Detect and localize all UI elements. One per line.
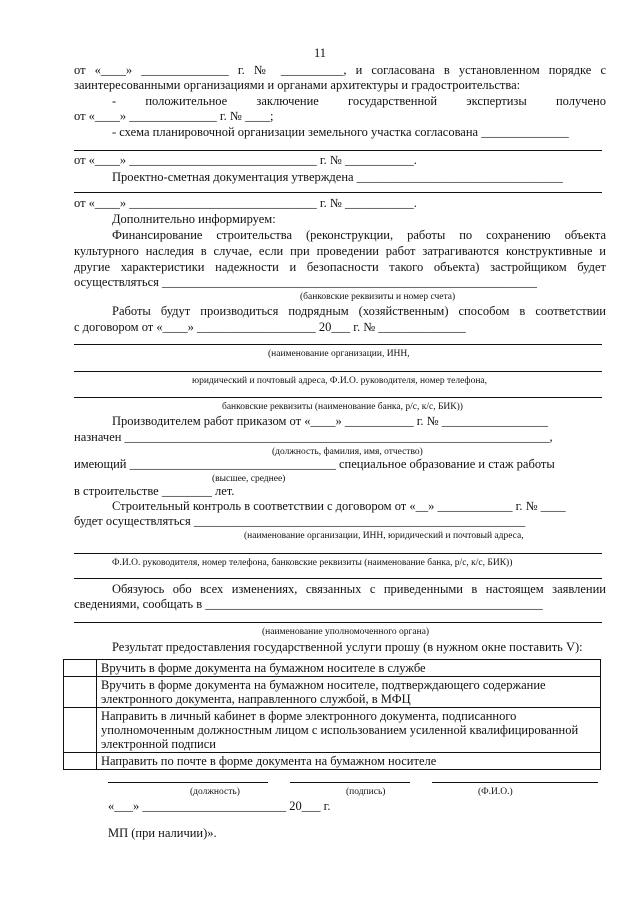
blank-line	[74, 578, 602, 579]
blank-line	[74, 371, 602, 372]
option-label: Направить по почте в форме документа на бумажном носителе	[97, 753, 601, 770]
construction-control-line: Строительный контроль в соответствии с договором от «__» ____________ г. № ____	[112, 499, 566, 513]
position-signature-line	[108, 782, 268, 783]
option-row[interactable]	[64, 677, 601, 708]
caption-position: (должность)	[190, 787, 240, 797]
blank-line	[74, 344, 602, 345]
result-request-line: Результат предоставления государственной услуги прошу (в нужном окне поставить V):	[112, 640, 583, 654]
expertise-date-line: от «____» ______________ г. № ____;	[74, 109, 274, 123]
caption-full-name: (Ф.И.О.)	[478, 787, 513, 797]
coordination-line: заинтересованными организациями и органами архитектуры и градостроительства:	[74, 78, 521, 92]
financing-paragraph-line3: другие характеристики надежности и безопасности такого объекта) застройщиком будет	[74, 260, 606, 274]
appointed-line: назначен ____________________________________________________________________,	[74, 430, 553, 444]
additional-info-heading: Дополнительно информируем:	[112, 212, 276, 226]
option-checkbox[interactable]	[64, 708, 97, 753]
caption-control-head: Ф.И.О. руководителя, номер телефона, банковские реквизиты (наименование банка, р/с, к/с, БИК))	[112, 558, 513, 568]
expertise-line: - положительное заключение государственной экспертизы получено	[112, 94, 606, 108]
blank-line	[74, 553, 602, 554]
blank-line	[74, 192, 602, 193]
obligation-line1: Обязуюсь обо всех изменениях, связанных с приведенными в настоящем заявлении	[112, 582, 606, 596]
option-label: Вручить в форме документа на бумажном носителе в службе	[97, 660, 601, 677]
design-approval-line: Проектно-сметная документация утверждена _________________________________	[112, 170, 563, 184]
option-checkbox[interactable]	[64, 753, 97, 770]
blank-line	[74, 397, 602, 398]
caption-authority: (наименование уполномоченного органа)	[262, 627, 430, 637]
caption-position-name: (должность, фамилия, имя, отчество)	[272, 447, 423, 457]
contract-date-line: с договором от «____» ___________________ 20___ г. № ______________	[74, 320, 466, 334]
caption-bank-details: (банковские реквизиты и номер счета)	[300, 292, 456, 302]
signature-date-line: «___» _______________________ 20___ г.	[108, 799, 331, 813]
option-row[interactable]	[64, 708, 601, 753]
design-date-line: от «____» ______________________________ г. № ___________.	[74, 196, 417, 210]
education-line: имеющий _________________________________ специальное образование и стаж работы	[74, 457, 555, 471]
control-by-line: будет осуществляться _____________________________________________________	[74, 514, 526, 528]
contractor-paragraph-line1: Работы будут производиться подрядным (хозяйственным) способом в соответствии	[112, 304, 606, 318]
stamp-note: МП (при наличии)».	[108, 826, 217, 840]
name-signature-line	[432, 782, 598, 783]
caption-addresses: юридический и почтовый адреса, Ф.И.О. руководителя, номер телефона,	[192, 376, 487, 386]
caption-organization: (наименование организации, ИНН,	[268, 349, 410, 359]
option-row[interactable]	[64, 753, 601, 770]
financing-paragraph-line4: осуществляться ____________________________________________________________	[74, 275, 538, 289]
caption-control-org: (наименование организации, ИНН, юридический и почтовый адреса,	[244, 531, 524, 541]
option-label: Направить в личный кабинет в форме электронного документа, подписанного уполномоченным должностным лицом с использованием усиленной квалифицированной электронной подписи	[97, 708, 601, 753]
financing-paragraph-line2: культурного наследия в случае, если при проведении работ затрагиваются конструктивные и	[74, 244, 606, 258]
blank-line	[74, 622, 602, 623]
planning-date-line: от «____» ______________________________ г. № ___________.	[74, 153, 417, 167]
experience-line: в строительстве ________ лет.	[74, 484, 235, 498]
financing-paragraph-line1: Финансирование строительства (реконструкции, работы по сохранению объекта	[112, 228, 606, 242]
delivery-options-table	[63, 659, 601, 770]
planning-scheme-line: - схема планировочной организации земельного участка согласована ______________	[112, 125, 569, 139]
option-checkbox[interactable]	[64, 660, 97, 677]
option-row[interactable]	[64, 660, 601, 677]
option-label: Вручить в форме документа на бумажном носителе, подтверждающего содержание электронного документа, направленного службой, в МФЦ	[97, 677, 601, 708]
blank-line	[74, 150, 602, 151]
issue-date-line: от «____» ______________ г. № __________, и согласована в установленном порядке с	[74, 63, 606, 77]
obligation-line2: сведениями, сообщать в ______________________________________________________	[74, 597, 543, 611]
caption-bank: банковские реквизиты (наименование банка, р/с, к/с, БИК))	[222, 402, 463, 412]
caption-signature: (подпись)	[346, 787, 386, 797]
signature-line	[290, 782, 410, 783]
option-checkbox[interactable]	[64, 677, 97, 708]
page-number: 11	[313, 46, 327, 60]
caption-education: (высшее, среднее)	[212, 474, 286, 484]
works-producer-line: Производителем работ приказом от «____» ___________ г. № _________________	[112, 414, 548, 428]
